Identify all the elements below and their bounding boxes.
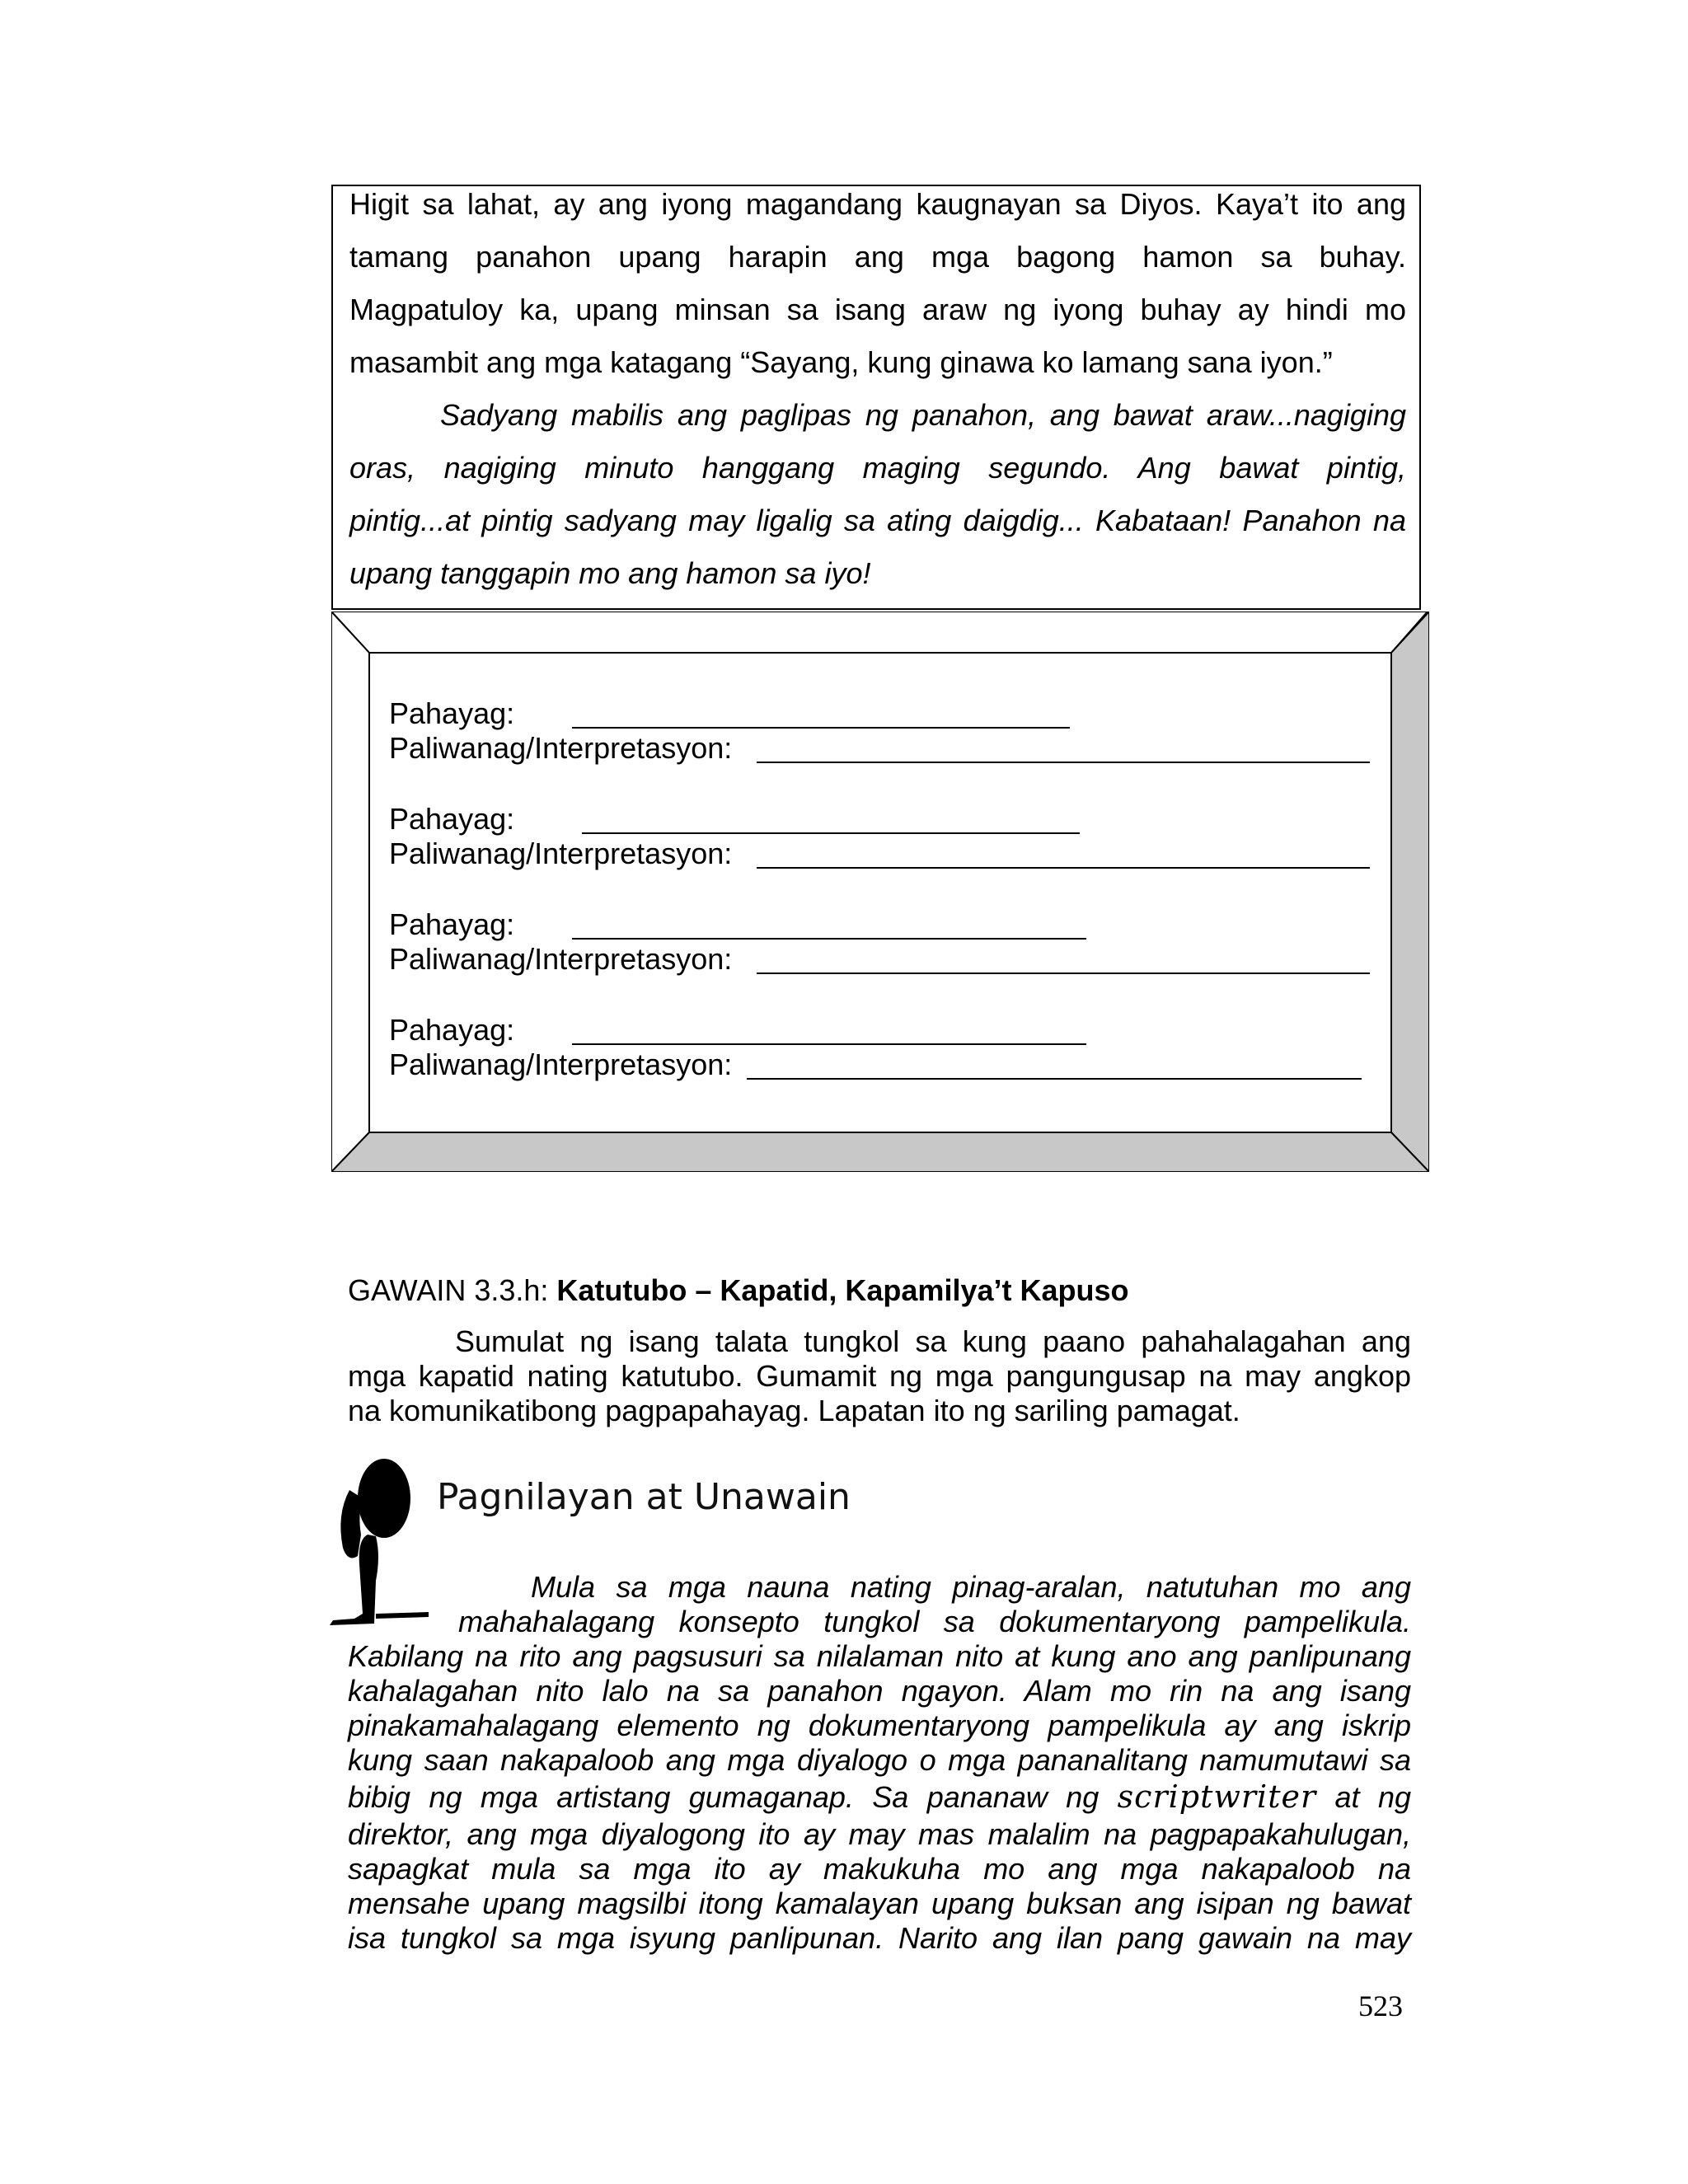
scriptwriter-term: scriptwriter bbox=[1117, 1779, 1317, 1815]
text-line: upang tanggapin mo ang hamon sa iyo! bbox=[349, 556, 871, 590]
paliwanag-label: Paliwanag/Interpretasyon: bbox=[389, 837, 733, 870]
reflection-line: sapagkat mula sa mga ito ay makukuha mo ang mga nakapaloob na bbox=[348, 1852, 1411, 1886]
reflection-line: Mula sa mga nauna nating pinag-aralan, natutuhan mo ang bbox=[531, 1570, 1411, 1604]
reflection-line: mahahalagang konsepto tungkol sa dokumentaryong pampelikula. bbox=[458, 1605, 1411, 1638]
reflection-line-with-term bbox=[348, 1780, 1411, 1814]
thinking-figure-icon bbox=[325, 1457, 432, 1633]
pahayag-blank[interactable] bbox=[582, 832, 1080, 834]
activity-heading bbox=[348, 1274, 1129, 1307]
reflection-line: isa tungkol sa mga isyung panlipunan. Narito ang ilan pang gawain na may bbox=[348, 1921, 1411, 1955]
text-line: Sadyang mabilis ang paglipas ng panahon, ang bawat araw...nagiging bbox=[440, 398, 1406, 432]
text-line: pintig...at pintig sadyang may ligalig sa ating daigdig... Kabataan! Panahon na bbox=[349, 504, 1406, 537]
pahayag-label: Pahayag: bbox=[389, 1013, 515, 1047]
reading-box bbox=[331, 185, 1421, 610]
reflection-line: direktor, ang mga diyalogong ito ay may mas malalim na pagpapakahulugan, bbox=[348, 1817, 1411, 1851]
text-line: masambit ang mga katagang “Sayang, kung ginawa ko lamang sana iyon.” bbox=[349, 345, 1333, 379]
pahayag-blank[interactable] bbox=[572, 727, 1070, 729]
pahayag-label: Pahayag: bbox=[389, 696, 515, 730]
pahayag-label: Pahayag: bbox=[389, 802, 515, 836]
reflection-line: kung saan nakapaloob ang mga diyalogo o mga pananalitang namumutawi sa bbox=[348, 1743, 1411, 1777]
activity-text-line: Sumulat ng isang talata tungkol sa kung paano pahahalagahan ang bbox=[455, 1324, 1411, 1358]
bevel-border bbox=[331, 612, 1429, 1172]
pahayag-blank[interactable] bbox=[572, 938, 1086, 940]
text-line: tamang panahon upang harapin ang mga bagong hamon sa buhay. bbox=[349, 240, 1406, 274]
activity-text-line: mga kapatid nating katutubo. Gumamit ng mga pangungusap na may angkop bbox=[348, 1359, 1411, 1393]
paliwanag-blank[interactable] bbox=[757, 867, 1370, 869]
page-number: 523 bbox=[1358, 1990, 1403, 2022]
pahayag-blank[interactable] bbox=[572, 1043, 1086, 1045]
text-line: Higit sa lahat, ay ang iyong magandang kaugnayan sa Diyos. Kaya’t ito ang bbox=[349, 187, 1406, 221]
paliwanag-label: Paliwanag/Interpretasyon: bbox=[389, 1047, 733, 1081]
activity-text-line: na komunikatibong pagpapahayag. Lapatan ito ng sariling pamagat. bbox=[348, 1394, 1240, 1427]
reflection-line: mensahe upang magsilbi itong kamalayan upang buksan ang isipan ng bawat bbox=[348, 1886, 1411, 1920]
reflection-line: Kabilang na rito ang pagsusuri sa nilalaman nito at kung ano ang panlipunang bbox=[348, 1639, 1411, 1673]
section-title: Pagnilayan at Unawain bbox=[437, 1476, 851, 1518]
activity-title: Katutubo – Kapatid, Kapamilya’t Kapuso bbox=[556, 1273, 1129, 1307]
text-line: oras, nagiging minuto hanggang maging segundo. Ang bawat pintig, bbox=[349, 451, 1406, 485]
reflection-line: kahalagahan nito lalo na sa panahon ngayon. Alam mo rin na ang isang bbox=[348, 1674, 1411, 1708]
paliwanag-blank[interactable] bbox=[757, 762, 1370, 763]
reflection-text: bibig ng mga artistang gumaganap. Sa pananaw ng bbox=[348, 1780, 1100, 1814]
reflection-line: pinakamahalagang elemento ng dokumentaryong pampelikula ay ang iskrip bbox=[348, 1708, 1411, 1742]
paliwanag-label: Paliwanag/Interpretasyon: bbox=[389, 942, 733, 976]
paliwanag-blank[interactable] bbox=[757, 972, 1370, 974]
text-line: Magpatuloy ka, upang minsan sa isang araw ng iyong buhay ay hindi mo bbox=[349, 293, 1406, 326]
paliwanag-label: Paliwanag/Interpretasyon: bbox=[389, 731, 733, 765]
paliwanag-blank[interactable] bbox=[747, 1078, 1362, 1080]
reflection-text: at ng bbox=[1334, 1780, 1411, 1814]
worksheet-frame bbox=[331, 612, 1429, 1172]
activity-prefix: GAWAIN 3.3.h: bbox=[348, 1273, 557, 1307]
pahayag-label: Pahayag: bbox=[389, 907, 515, 941]
